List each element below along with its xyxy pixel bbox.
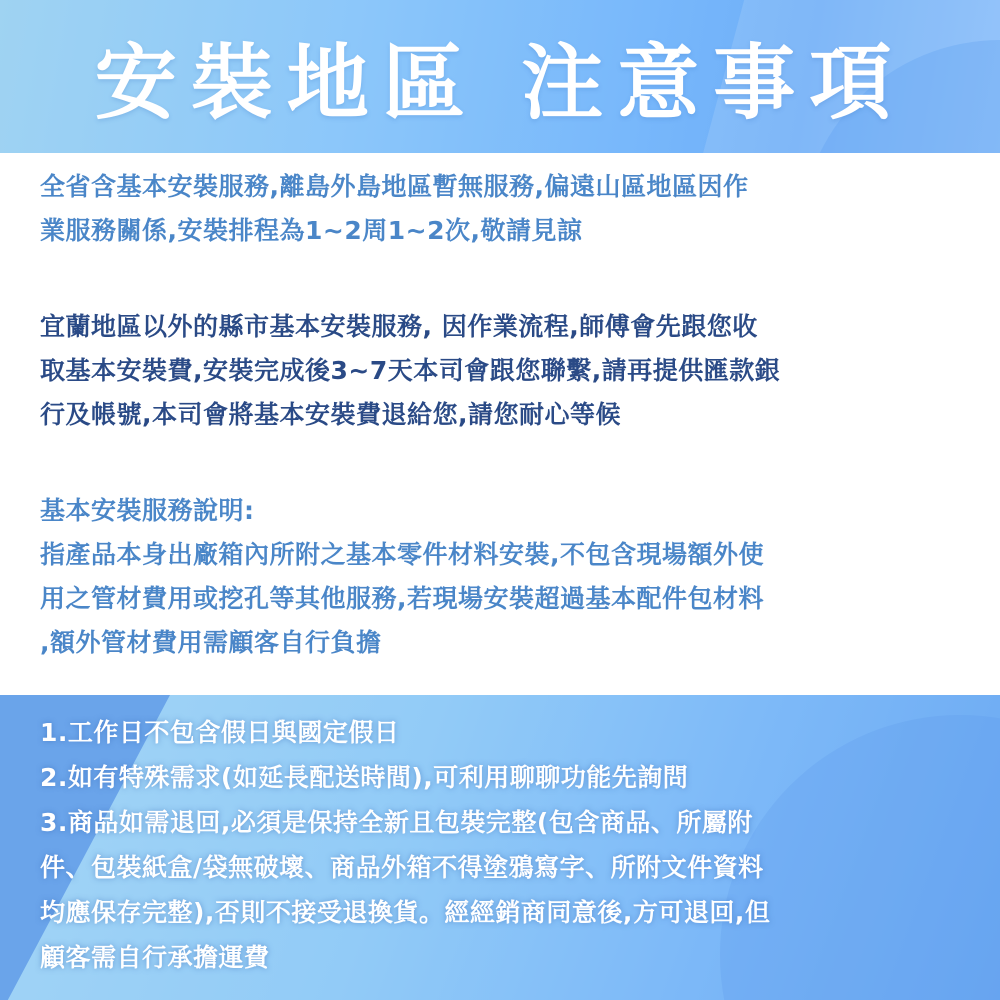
text-line: 取基本安裝費,安裝完成後3~7天本司會跟您聯繫,請再提供匯款銀: [40, 356, 781, 385]
text-line: 行及帳號,本司會將基本安裝費退給您,請您耐心等候: [40, 400, 621, 429]
text-line: 全省含基本安裝服務,離島外島地區暫無服務,偏遠山區地區因作: [40, 172, 749, 201]
note-item: 件、包裝紙盒/袋無破壞、商品外箱不得塗鴉寫字、所附文件資料: [40, 853, 764, 882]
main-content: [0, 153, 1000, 695]
section-heading: 基本安裝服務說明:: [40, 496, 255, 525]
footer-notes-panel: [0, 695, 1000, 1000]
page-title: 安裝地區 注意事項: [94, 36, 906, 131]
note-item: 3.商品如需退回,必須是保持全新且包裝完整(包含商品、所屬附: [40, 808, 753, 837]
note-item: 1.工作日不包含假日與國定假日: [40, 718, 400, 747]
note-item: 均應保存完整),否則不接受退換貨。經經銷商同意後,方可退回,但: [40, 898, 771, 927]
text-line: 業服務關係,安裝排程為1~2周1~2次,敬請見諒: [40, 216, 583, 245]
note-item: 顧客需自行承擔運費: [40, 943, 270, 972]
notes-list: [40, 710, 970, 980]
header-banner: [0, 0, 1000, 153]
coverage-notice: [40, 165, 970, 253]
fee-refund-notice: [40, 305, 970, 437]
text-line: 指產品本身出廠箱內所附之基本零件材料安裝,不包含現場額外使: [40, 540, 764, 569]
text-line: 宜蘭地區以外的縣市基本安裝服務, 因作業流程,師傅會先跟您收: [40, 312, 758, 341]
note-item: 2.如有特殊需求(如延長配送時間),可利用聊聊功能先詢問: [40, 763, 689, 792]
text-line: ,額外管材費用需顧客自行負擔: [40, 628, 382, 657]
text-line: 用之管材費用或挖孔等其他服務,若現場安裝超過基本配件包材料: [40, 584, 764, 613]
basic-service-description: [40, 489, 970, 665]
